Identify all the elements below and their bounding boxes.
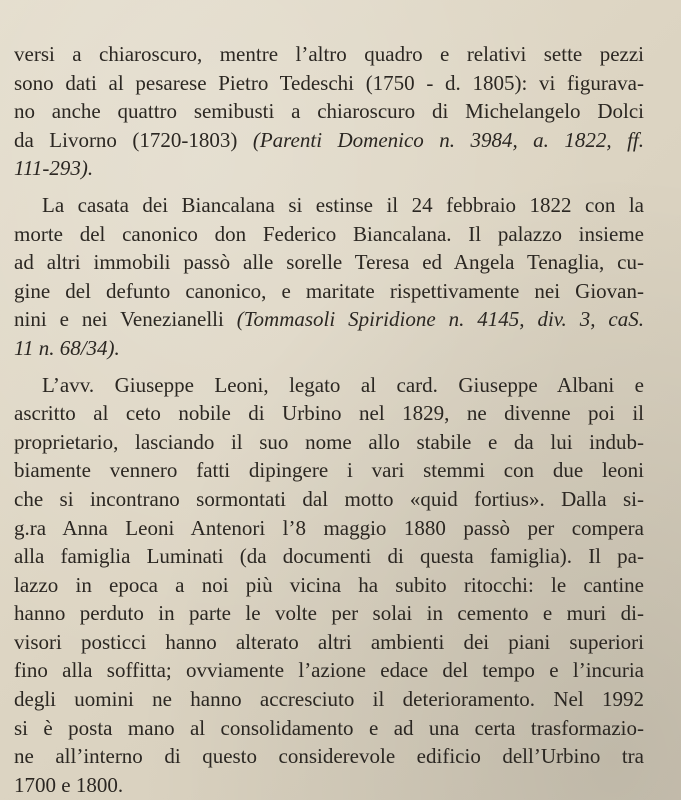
text-line: no anche quattro semibusti a chiaroscuro di Michelangelo Dolci bbox=[14, 99, 644, 124]
paragraph-2 bbox=[14, 191, 644, 363]
text-line: proprietario, lasciando il suo nome allo stabile e da lui indub- bbox=[14, 429, 644, 454]
text-line bbox=[14, 126, 644, 155]
text-line: degli uomini ne hanno accresciuto il deterioramento. Nel 1992 bbox=[14, 687, 644, 712]
citation-italic: (Tommasoli Spiridione n. 4145, div. 3, caS. bbox=[236, 307, 644, 332]
text-line: lazzo in epoca a noi più vicina ha subito ritocchi: le cantine bbox=[14, 572, 644, 597]
text-line: ascritto al ceto nobile di Urbino nel 1829, ne divenne poi il bbox=[14, 401, 644, 426]
citation-italic-line: 111-293). bbox=[14, 156, 94, 181]
text-line: 1700 e 1800. bbox=[14, 772, 124, 797]
text-line: morte del canonico don Federico Biancalana. Il palazzo insieme bbox=[14, 221, 644, 246]
text-line: si è posta mano al consolidamento e ad una certa trasformazio- bbox=[14, 715, 644, 740]
text-line: visori posticci hanno alterato altri ambienti dei piani superiori bbox=[14, 629, 644, 654]
text-segment: da Livorno (1720-1803) bbox=[14, 127, 253, 152]
body-text bbox=[14, 40, 644, 799]
citation-italic: (Parenti Domenico n. 3984, a. 1822, ff. bbox=[252, 127, 644, 152]
text-line: ne all’interno di questo considerevole edificio dell’Urbino tra bbox=[14, 744, 644, 769]
citation-italic-line: 11 n. 68/34). bbox=[14, 335, 120, 360]
text-line: alla famiglia Luminati (da documenti di questa famiglia). Il pa- bbox=[14, 544, 644, 569]
text-line: La casata dei Biancalana si estinse il 24 febbraio 1822 con la bbox=[42, 192, 644, 217]
text-line: che si incontrano sormontati dal motto «quid fortius». Dalla si- bbox=[14, 486, 644, 511]
text-line: ad altri immobili passò alle sorelle Teresa ed Angela Tenaglia, cu- bbox=[14, 250, 644, 275]
text-line bbox=[14, 305, 644, 334]
text-line: fino alla soffitta; ovviamente l’azione edace del tempo e l’incuria bbox=[14, 658, 644, 683]
text-line: g.ra Anna Leoni Antenori l’8 maggio 1880 passò per compera bbox=[14, 515, 644, 540]
text-line: versi a chiaroscuro, mentre l’altro quadro e relativi sette pezzi bbox=[14, 42, 644, 66]
text-segment: nini e nei Venezianelli bbox=[14, 307, 237, 332]
text-line: hanno perduto in parte le volte per solai in cemento e muri di- bbox=[14, 601, 644, 626]
text-line: L’avv. Giuseppe Leoni, legato al card. Giuseppe Albani e bbox=[42, 372, 644, 397]
text-line: biamente vennero fatti dipingere i vari stemmi con due leoni bbox=[14, 458, 644, 483]
paragraph-3 bbox=[14, 371, 644, 800]
text-line: gine del defunto canonico, e maritate rispettivamente nei Giovan- bbox=[14, 278, 644, 303]
paragraph-1 bbox=[14, 40, 644, 183]
text-line: sono dati al pesarese Pietro Tedeschi (1750 - d. 1805): vi figurava- bbox=[14, 70, 644, 95]
